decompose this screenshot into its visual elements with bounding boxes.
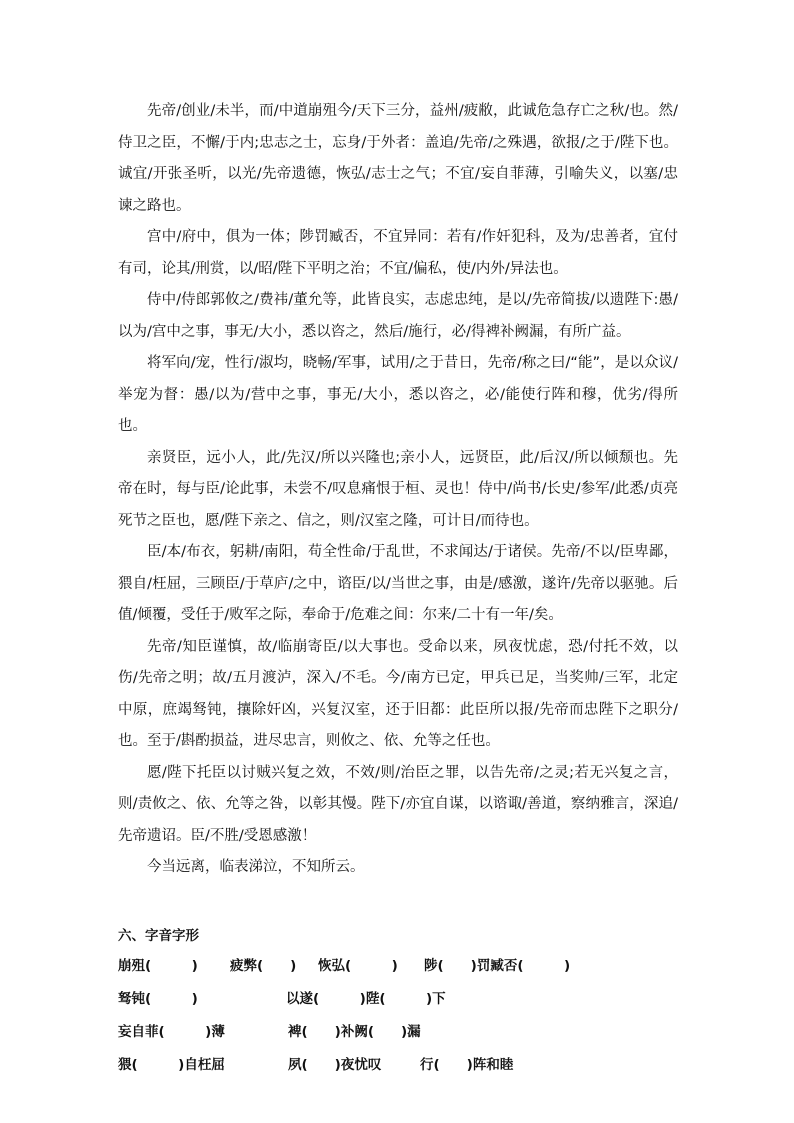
exercise-item: 妄自菲( )薄 bbox=[118, 1023, 225, 1040]
exercise-item: 以遂( )陛( )下 bbox=[286, 990, 446, 1007]
exercise-item: 崩殂( ) bbox=[118, 957, 198, 974]
document-page bbox=[118, 96, 678, 1086]
section-title: 六、字音字形 bbox=[118, 927, 199, 944]
exercise-item: 恢弘( ) bbox=[318, 957, 398, 974]
paragraph-3: 侍中/侍郎郭攸之/费祎/董允等，此皆良实，志虑忠纯，是以/先帝简拔/以遗陛下:愚/以为/宫中之事，事无/大小，悉以咨之，然后/施行，必/得裨补阙漏，有所广益。 bbox=[118, 292, 678, 340]
exercise-item: 驽钝( ) bbox=[118, 990, 198, 1007]
exercise-item: 夙( )夜忧叹 bbox=[288, 1056, 382, 1073]
exercise-item: 疲弊( ) bbox=[230, 957, 297, 974]
exercise-item: 猥( )自枉屈 bbox=[118, 1056, 225, 1073]
exercise-row-1 bbox=[118, 954, 678, 987]
paragraph-4: 将军向/宠，性行/淑均，晓畅/军事，试用/之于昔日，先帝/称之曰/“能”，是以众议/举宠为督：愚/以为/营中之事，事无/大小，悉以咨之，必/能使行阵和穆，优劣/得所也。 bbox=[118, 355, 678, 434]
paragraph-1: 先帝/创业/未半，而/中道崩殂今/天下三分，益州/疲敝，此诚危急存亡之秋/也。然/侍卫之臣，不懈/于内;忠志之士，忘身/于外者：盖追/先帝/之殊遇，欲报/之于/陛下也。诚宜/开张圣听，以光/先帝遗德，恢弘/志士之气；不宜/妄自菲薄，引喻失义，以塞/忠谏之路也。 bbox=[118, 103, 678, 214]
exercise-item: 陟( )罚臧否( ) bbox=[424, 957, 571, 974]
exercise-item: 裨( )补阙( )漏 bbox=[288, 1023, 421, 1040]
paragraph-2: 宫中/府中，俱为一体；陟罚臧否，不宜异同：若有/作奸犯科，及为/忠善者，宜付有司，论其/刑赏，以/昭/陛下平明之治；不宜/偏私，使/内外/异法也。 bbox=[118, 229, 678, 277]
exercise-item: 行( )阵和睦 bbox=[420, 1056, 514, 1073]
paragraph-5: 亲贤臣，远小人，此/先汉/所以兴隆也;亲小人，远贤臣，此/后汉/所以倾颓也。先帝在时，每与臣/论此事，未尝不/叹息痛恨于桓、灵也！侍中/尚书/长史/参军/此悉/贞亮死节之臣也，愿/陛下亲之、信之，则/汉室之隆，可计日/而待也。 bbox=[118, 449, 678, 529]
paragraph-6: 臣/本/布衣，躬耕/南阳，苟全性命/于乱世，不求闻达/于诸侯。先帝/不以/臣卑鄙，猥自/枉屈，三顾臣/于草庐/之中，谘臣/以/当世之事，由是/感激，遂许/先帝以驱驰。后值/倾覆，受任于/败军之际，奉命于/危难之间：尔来/二十有一年/矣。 bbox=[118, 544, 678, 623]
paragraph-8: 愿/陛下托臣以讨贼兴复之效，不效/则/治臣之罪，以告先帝/之灵;若无兴复之言，则/责攸之、依、允等之咎，以彰其慢。陛下/亦宜自谋，以谘诹/善道，察纳雅言，深追/先帝遗诏。臣/不胜/受恩感激！ bbox=[118, 764, 678, 844]
paragraph-9: 今当远离，临表涕泣，不知所云。 bbox=[147, 859, 365, 875]
exercise-row-2 bbox=[118, 987, 678, 1020]
exercise-row-4 bbox=[118, 1053, 678, 1086]
paragraph-7: 先帝/知臣谨慎，故/临崩寄臣/以大事也。受命以来，夙夜忧虑，恐/付托不效，以伤/先帝之明；故/五月渡泸，深入/不毛。今/南方已定，甲兵已足，当奖帅/三军，北定中原，庶竭驽钝，攘除奸凶，兴复汉室，还于旧都：此臣所以报/先帝而忠陛下之职分/也。至于/斟酌损益，进尽忠言，则攸之、依、允等之任也。 bbox=[118, 638, 678, 749]
exercise-row-3 bbox=[118, 1020, 678, 1053]
